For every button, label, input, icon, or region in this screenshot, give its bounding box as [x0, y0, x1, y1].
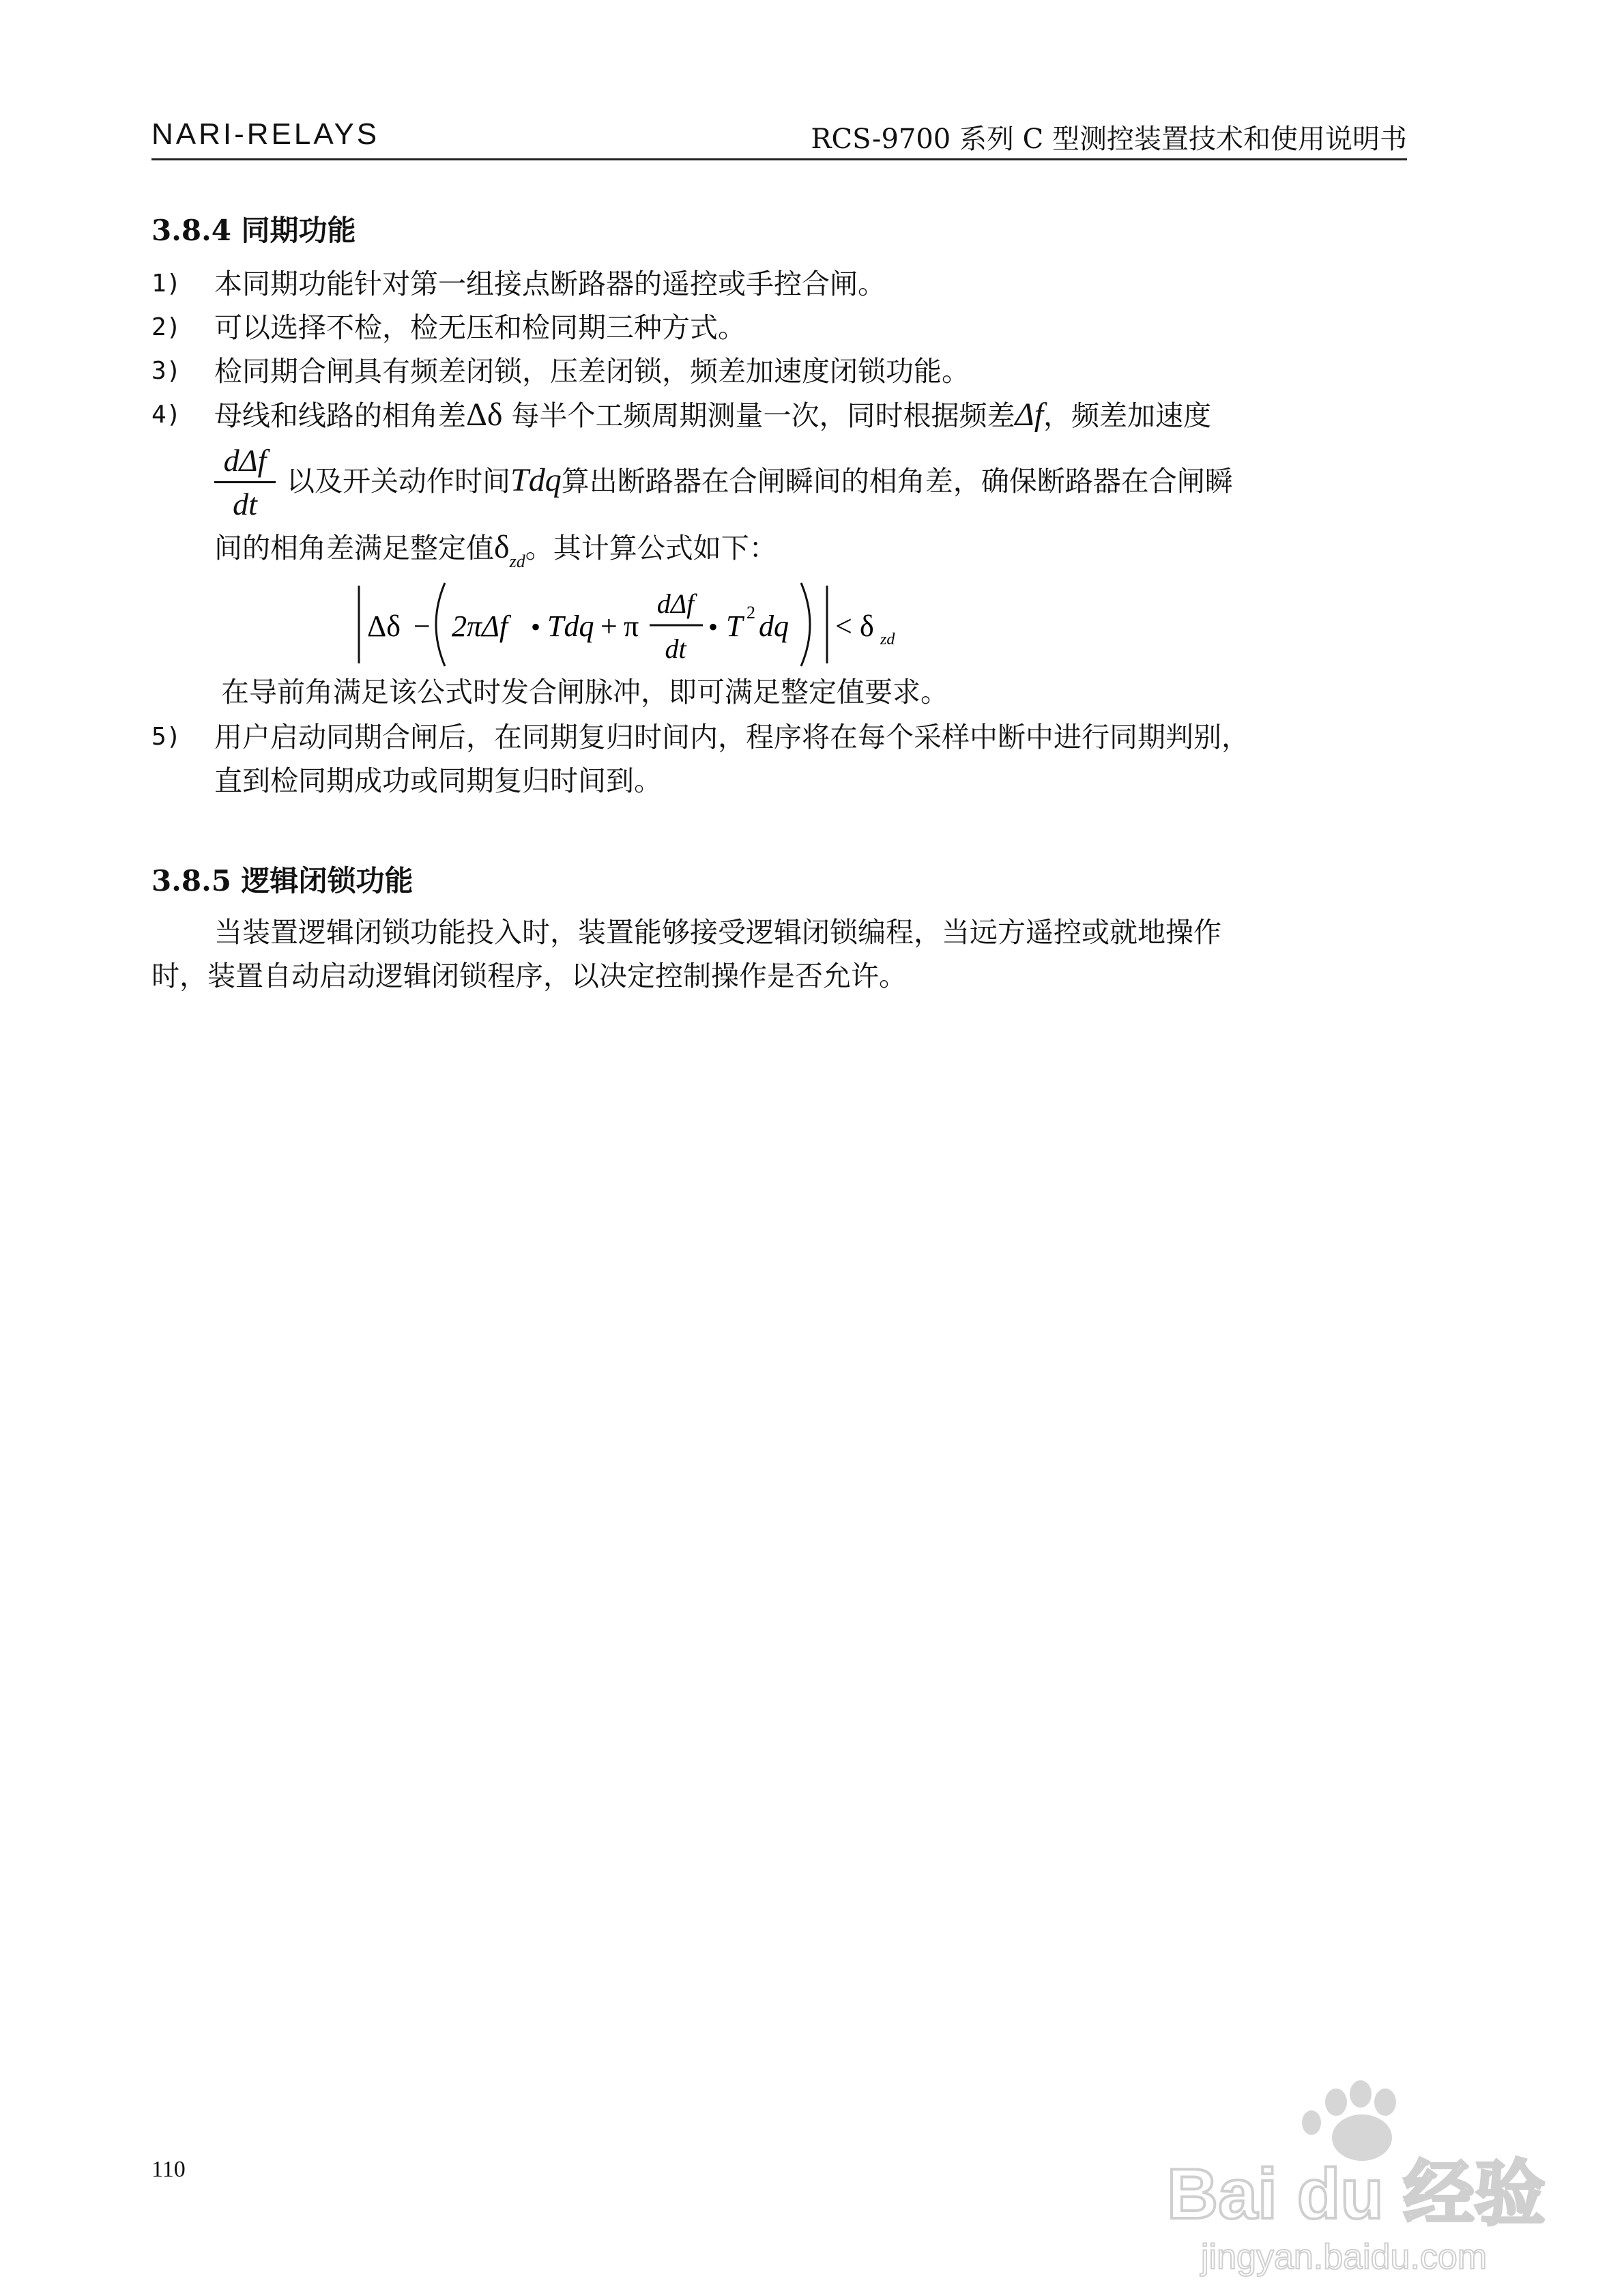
tdq-symbol: Tdq [510, 462, 562, 498]
list-text: 可以选择不检，检无压和检同期三种方式。 [214, 311, 746, 344]
list-text: 检同期合闸具有频差闭锁，压差闭锁，频差加速度闭锁功能。 [214, 355, 970, 388]
page-number: 110 [151, 2157, 186, 2182]
text-span: 每半个工频周期测量一次，同时根据频差 [511, 399, 1015, 432]
formula-delta-delta: Δδ [367, 609, 401, 643]
list-number: 1) [151, 270, 182, 298]
text-span: ，频差加速度 [1043, 399, 1212, 432]
list-number: 4) [151, 401, 182, 429]
section-title-logic-lock: 3.8.5 逻辑闭锁功能 [151, 864, 414, 898]
formula-tdq: Tdq [547, 609, 594, 643]
delta-symbol: δ [494, 529, 510, 565]
formula-t: T [726, 609, 743, 643]
list-number: 2) [151, 313, 182, 341]
watermark-brand: Bai du 经验 [1167, 2155, 1546, 2234]
formula-delta: δ [860, 609, 874, 643]
formula-plus: + [600, 609, 618, 643]
header-title: RCS-9700 系列 C 型测控装置技术和使用说明书 [811, 124, 1407, 155]
paragraph-text: 时，装置自动启动逻辑闭锁程序，以决定控制操作是否允许。 [151, 960, 907, 992]
list-text [287, 456, 1407, 506]
formula-dq: dq [759, 609, 789, 643]
zd-subscript: zd [509, 551, 525, 571]
formula-exponent: 2 [746, 603, 755, 622]
fraction-numerator: dΔf [223, 443, 267, 478]
list-text: 本同期功能针对第一组接点断路器的遥控或手控合闸。 [214, 268, 886, 300]
list-text: 直到检同期成功或同期复归时间到。 [214, 764, 662, 797]
formula-frac-num: dΔf [656, 588, 695, 619]
formula-pi: π [624, 609, 639, 643]
delta-delta-symbol: Δδ [466, 397, 503, 433]
header-company: NARI-RELAYS [151, 117, 380, 151]
formula-2pi-delta-f: 2πΔf [452, 609, 508, 643]
formula-zd: zd [880, 631, 895, 648]
text-span: 算出断路器在合闸瞬间的相角差，确保断路器在合闸瞬 [561, 465, 1233, 498]
paren-left [436, 583, 445, 666]
paragraph-text: 当装置逻辑闭锁功能投入时，装置能够接受逻辑闭锁编程，当远方遥控或就地操作 [214, 916, 1221, 949]
paren-right [801, 583, 810, 666]
sync-formula [355, 573, 914, 676]
formula-dot-1: • [531, 612, 541, 642]
formula-frac-den: dt [665, 633, 686, 664]
fraction-denominator: dt [233, 487, 257, 521]
list-number: 5) [151, 723, 182, 751]
formula-dot-2: • [708, 612, 719, 642]
text-span: 母线和线路的相角差 [214, 399, 466, 432]
formula-minus: − [414, 609, 431, 643]
text-span: 以及开关动作时间 [287, 465, 510, 498]
formula-less-than: < [835, 609, 852, 643]
text-span: 。其计算公式如下： [525, 532, 777, 564]
section-title-sync: 3.8.4 同期功能 [151, 214, 356, 247]
text-span: 间的相角差满足整定值 [214, 532, 494, 564]
list-text: 用户启动同期合闸后，在同期复归时间内，程序将在每个采样中断中进行同期判别， [214, 721, 1249, 754]
fraction-line [214, 481, 276, 483]
header-rule [151, 158, 1407, 160]
list-number: 3) [151, 357, 182, 385]
baidu-jingyan-watermark [1153, 2075, 1576, 2280]
list-text: 在导前角满足该公式时发合闸脉冲，即可满足整定值要求。 [221, 676, 948, 708]
watermark-url: jingyan.baidu.com [1201, 2237, 1488, 2277]
paw-icon [1302, 2080, 1396, 2161]
delta-f-symbol: Δf [1015, 397, 1044, 433]
inline-fraction [214, 442, 276, 522]
list-text [214, 390, 1407, 440]
